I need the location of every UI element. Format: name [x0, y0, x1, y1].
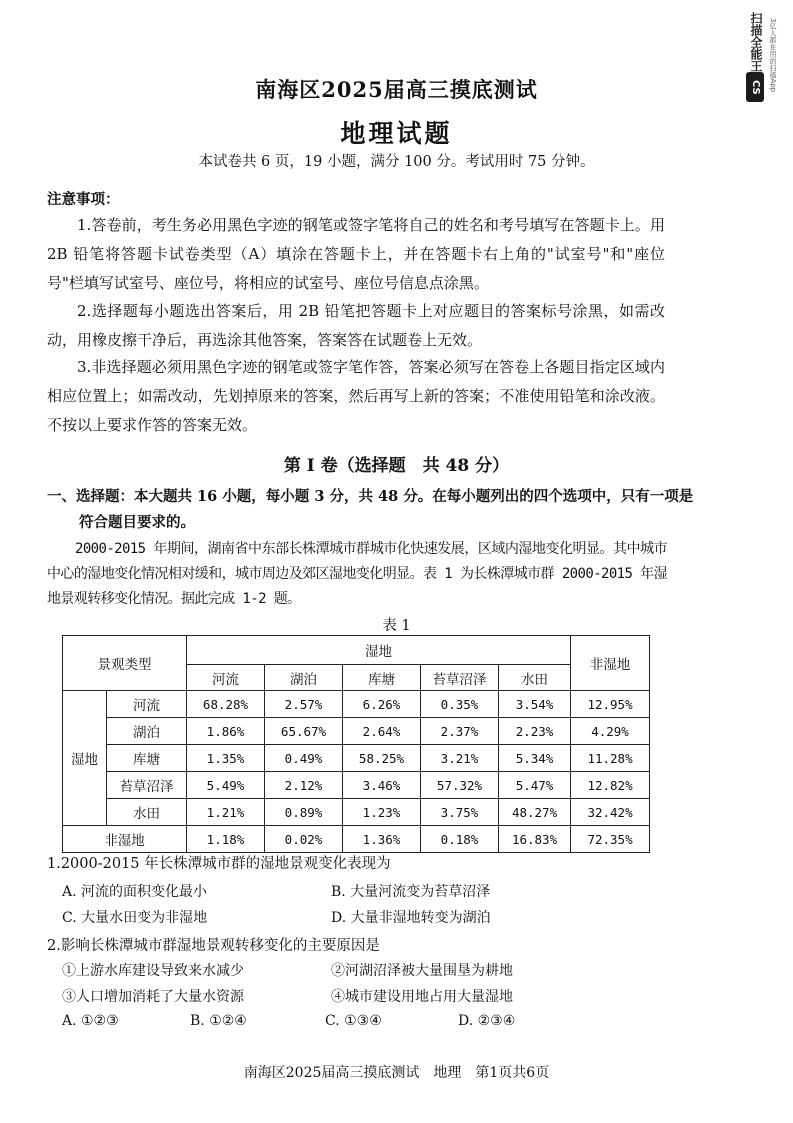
- table-cell: 0.02%: [265, 826, 343, 853]
- table-cell: 2.23%: [499, 718, 571, 745]
- table-col-header: 库塘: [343, 665, 421, 691]
- table-cell: 3.75%: [421, 799, 499, 826]
- table-wetland-row-group: 湿地: [63, 691, 107, 826]
- exam-info: 本试卷共 6 页，19 小题，满分 100 分。考试用时 75 分钟。: [198, 154, 595, 170]
- table-cell: 5.47%: [499, 772, 571, 799]
- table-cell: 1.21%: [187, 799, 265, 826]
- table-row-header: 水田: [107, 799, 187, 826]
- table-cell: 68.28%: [187, 691, 265, 718]
- exam-title: 南海区2025届高三摸底测试: [255, 77, 538, 102]
- table-cell: 2.12%: [265, 772, 343, 799]
- table-row-header: 河流: [107, 691, 187, 718]
- table-cell: 0.49%: [265, 745, 343, 772]
- table-row: [63, 745, 650, 772]
- question-2-statement-1: ①上游水库建设导致来水减少: [62, 963, 244, 979]
- table-row: [63, 826, 650, 853]
- table-cell: 58.25%: [343, 745, 421, 772]
- table-row-header: 苔草沼泽: [107, 772, 187, 799]
- notice-item-2: 2.选择题每小题选出答案后，用 2B 铅笔把答题卡上对应题目的答案标号涂黑，如需改动，用橡皮擦干净后，再选涂其他答案，答案答在试题卷上无效。: [47, 302, 665, 349]
- table-row-header: 非湿地: [63, 826, 187, 853]
- table-caption: 表 1: [382, 618, 411, 634]
- table-cell: 1.23%: [343, 799, 421, 826]
- table-cell: 2.64%: [343, 718, 421, 745]
- scanner-watermark-tagline: 3亿人都在用的扫描App: [769, 18, 777, 93]
- notice-item-1: 1.答卷前，考生务必用黑色字迹的钢笔或签字笔将自己的姓名和考号填写在答题卡上。用 2B 铅笔将答题卡试卷类型（A）填涂在答题卡上，并在答题卡右上角的"试室号"和"座位号"栏填写试室号、座位号，将相应的试室号、座位号信息点涂黑。: [47, 216, 665, 292]
- table-cell: 3.46%: [343, 772, 421, 799]
- page-footer: 南海区2025届高三摸底测试 地理 第1页共6页: [243, 1065, 550, 1081]
- table-corner-header: 景观类型: [63, 636, 187, 691]
- section-heading: 第 I 卷（选择题 共 48 分）: [283, 456, 510, 476]
- table-cell: 1.18%: [187, 826, 265, 853]
- question-2-statement-2: ②河湖沼泽被大量围垦为耕地: [331, 963, 513, 979]
- table-cell: 12.95%: [571, 691, 650, 718]
- table-cell: 0.35%: [421, 691, 499, 718]
- table-col-header: 河流: [187, 665, 265, 691]
- question-1-option-d[interactable]: D. 大量非湿地转变为湖泊: [331, 910, 491, 926]
- table-row: [63, 772, 650, 799]
- table-cell: 4.29%: [571, 718, 650, 745]
- table-cell: 5.34%: [499, 745, 571, 772]
- table-cell: 1.35%: [187, 745, 265, 772]
- table-row: [63, 691, 650, 718]
- scanner-watermark-name: 扫描全能王: [749, 12, 763, 72]
- table-cell: 65.67%: [265, 718, 343, 745]
- table-col-header: 苔草沼泽: [421, 665, 499, 691]
- table-cell: 2.57%: [265, 691, 343, 718]
- table-cell: 32.42%: [571, 799, 650, 826]
- notice-item-3: 3.非选择题必须用黑色字迹的钢笔或签字笔作答，答案必须写在答卷上各题目指定区域内相应位置上；如需改动，先划掉原来的答案，然后再写上新的答案；不准使用铅笔和涂改液。不按以上要求作答的答案无效。: [47, 358, 665, 434]
- table-cell: 16.83%: [499, 826, 571, 853]
- table-row: [63, 799, 650, 826]
- question-2-option-b[interactable]: B. ①②④: [190, 1013, 247, 1029]
- table-cell: 6.26%: [343, 691, 421, 718]
- table-cell: 1.36%: [343, 826, 421, 853]
- question-2-option-c[interactable]: C. ①③④: [325, 1013, 382, 1029]
- question-2-statement-3: ③人口增加消耗了大量水资源: [62, 989, 244, 1005]
- table-cell: 3.21%: [421, 745, 499, 772]
- table-cell: 12.82%: [571, 772, 650, 799]
- table-non-wetland-header: 非湿地: [571, 636, 650, 691]
- question-2-option-d[interactable]: D. ②③④: [458, 1013, 516, 1029]
- camscanner-logo-icon: CS: [746, 72, 764, 102]
- table-col-header: 湖泊: [265, 665, 343, 691]
- table-cell: 0.18%: [421, 826, 499, 853]
- table-wetland-group-header: 湿地: [187, 636, 571, 665]
- material-intro: 2000-2015 年期间，湖南省中东部长株潭城市群城市化快速发展，区域内湿地变化明显。其中城市中心的湿地变化情况相对缓和，城市周边及郊区湿地变化明显。表 1 为长株潭城市群 2000-2015 年湿地景观转移变化情况。据此完成 1-2 题。: [47, 541, 667, 607]
- table-cell: 48.27%: [499, 799, 571, 826]
- table-cell: 0.89%: [265, 799, 343, 826]
- table-col-header: 水田: [499, 665, 571, 691]
- table-row-header: 库塘: [107, 745, 187, 772]
- table-cell: 1.86%: [187, 718, 265, 745]
- subject-title: 地理试题: [340, 119, 453, 148]
- question-1-stem: 1.2000-2015 年长株潭城市群的湿地景观变化表现为: [47, 856, 391, 872]
- question-1-option-a[interactable]: A. 河流的面积变化最小: [62, 884, 208, 900]
- table-cell: 3.54%: [499, 691, 571, 718]
- wetland-transfer-table: [62, 635, 650, 853]
- question-1-option-c[interactable]: C. 大量水田变为非湿地: [62, 910, 208, 926]
- question-2-statement-4: ④城市建设用地占用大量湿地: [331, 989, 513, 1005]
- table-row: [63, 718, 650, 745]
- notice-heading: 注意事项：: [47, 191, 120, 208]
- question-2-option-a[interactable]: A. ①②③: [62, 1013, 119, 1029]
- table-cell: 72.35%: [571, 826, 650, 853]
- table-cell: 57.32%: [421, 772, 499, 799]
- table-cell: 2.37%: [421, 718, 499, 745]
- table-cell: 5.49%: [187, 772, 265, 799]
- question-2-stem: 2.影响长株潭城市群湿地景观转移变化的主要原因是: [47, 938, 380, 954]
- question-1-option-b[interactable]: B. 大量河流变为苔草沼泽: [331, 884, 491, 900]
- multiple-choice-heading: 一、选择题：本大题共 16 小题，每小题 3 分，共 48 分。在每小题列出的四个选项中，只有一项是符合题目要求的。: [47, 488, 694, 531]
- table-row-header: 湖泊: [107, 718, 187, 745]
- table-cell: 11.28%: [571, 745, 650, 772]
